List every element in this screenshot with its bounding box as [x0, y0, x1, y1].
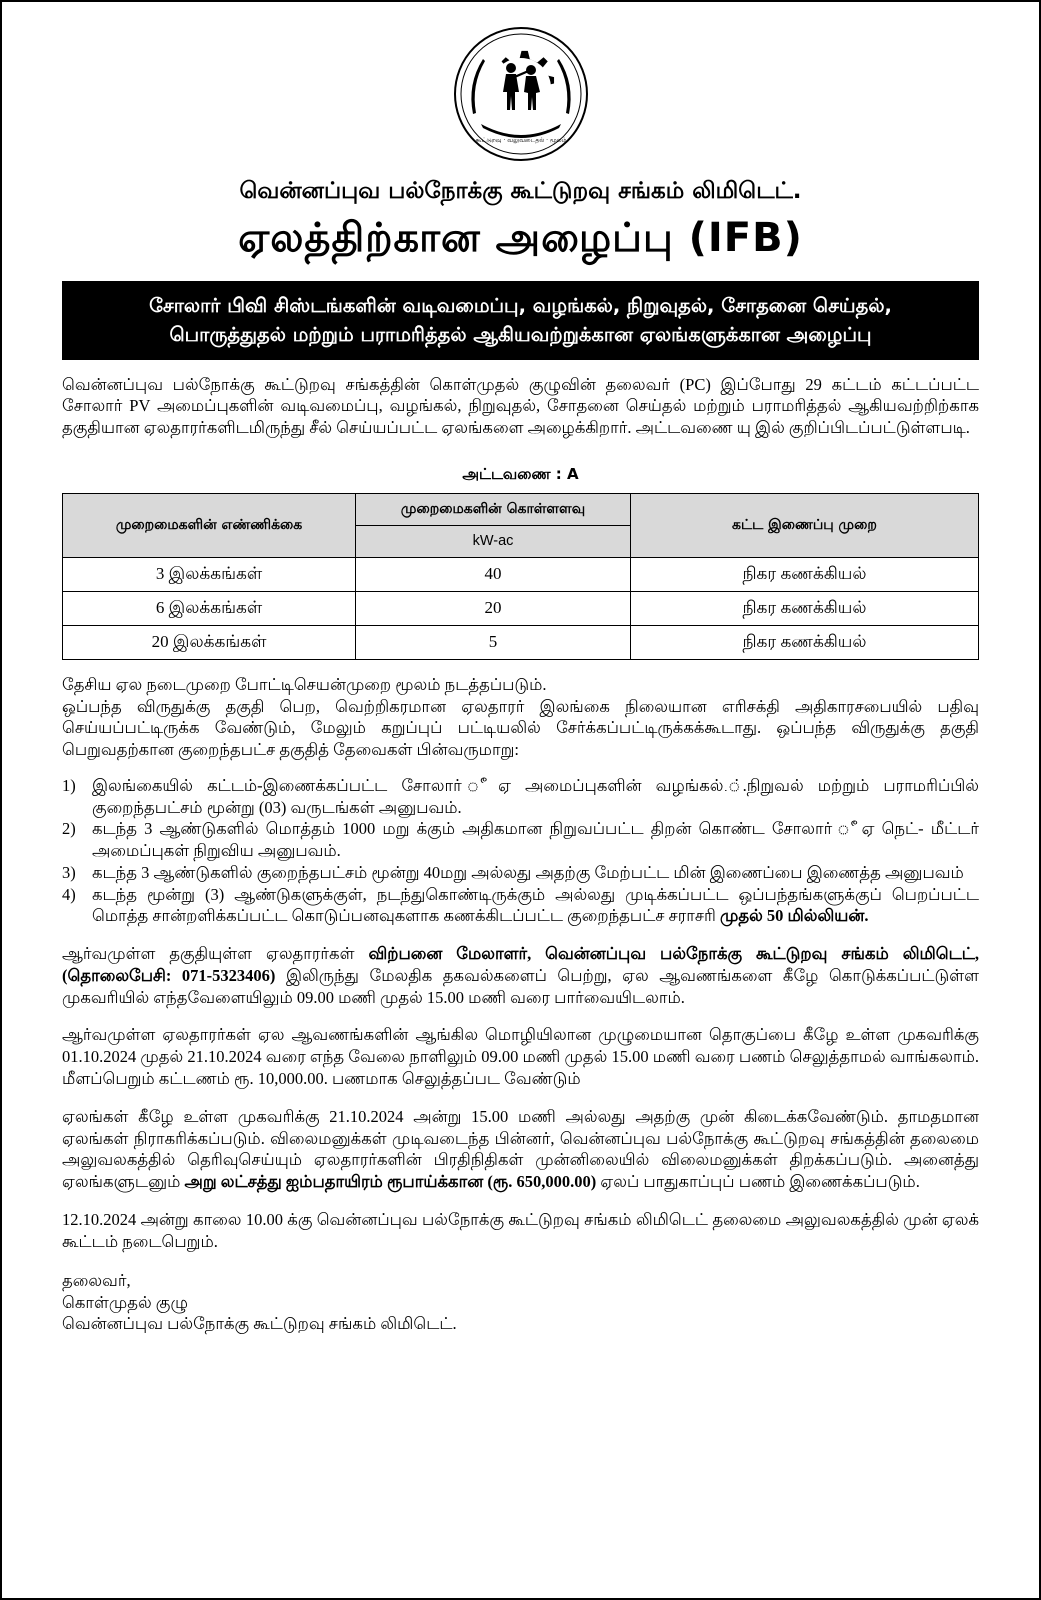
procedure-section: [62, 674, 979, 761]
cell-capacity: 5: [356, 625, 631, 659]
schedule-header-row: [63, 493, 979, 525]
cell-capacity: 40: [356, 557, 631, 591]
list-item: [62, 818, 979, 862]
cell-count: 3 இலக்கங்கள்: [63, 557, 356, 591]
seal-caption: கூட்டுறவு · வலுவடைதல் · மூலம்: [475, 137, 566, 144]
list-item-number: 1): [62, 775, 76, 795]
list-item-text-container: [92, 884, 979, 928]
banner-line-2: பொருத்துதல் மற்றும் பராமரித்தல் ஆகியவற்றுக்கான ஏலங்களுக்கான அழைப்பு: [169, 323, 872, 347]
signature-line-3: வென்னப்புவ பல்நோக்கு கூட்டுறவு சங்கம் லிமிடெட்.: [62, 1314, 457, 1334]
intro-paragraph: வென்னப்புவ பல்நோக்கு கூட்டுறவு சங்கத்தின் கொள்முதல் குழுவின் தலைவர் (PC) இப்போது 29 கட்டம் கட்டப்பட்ட சோலார் PV அமைப்புகளின் வடிவமைப்பு, வழங்கல், நிறுவுதல், சோதனை செய்தல் மற்றும் பராமரித்தல் ஆகியவற்றிற்காக தகுதியான ஏலதாரர்களிடமிருந்து சீல் செய்யப்பட்ட ஏலங்களை அழைக்கிறார். அட்டவணை யு இல் குறிப்பிடப்பட்டுள்ளபடி.: [62, 374, 979, 438]
list-item-number: 2): [62, 819, 76, 839]
purchase-paragraph: ஆர்வமுள்ள ஏலதாரர்கள் ஏல ஆவணங்களின் ஆங்கில மொழியிலான முழுமையான தொகுப்பை கீழே உள்ள முகவரிக்கு 01.10.2024 முதல் 21.10.2024 வரை எந்த வேலை நாளிலும் 09.00 மணி முதல் 15.00 மணி வரை பணம் செலுத்தாமல் வாங்கலாம். மீளப்பெறும் கட்டணம் ரூ. 10,000.00. பணமாக செலுத்தப்பட வேண்டும்: [62, 1025, 979, 1088]
inspection-text-1: ஆர்வமுள்ள தகுதியுள்ள ஏலதாரர்கள்: [62, 944, 355, 964]
delivery-paragraph: [62, 1106, 979, 1193]
signature-line-1: தலைவர்,: [62, 1271, 131, 1291]
inspection-text-2: இலிருந்து மேலதிக தகவல்களைப் பெற்று, ஏல ஆவணங்களை கீழே கொடுக்கப்பட்டுள்ள முகவரியில் எந்தவேளையிலும் 09.00 மணி முதல் 15.00 மணி வரை பார்வையிடலாம்.: [62, 965, 980, 1007]
schedule-label: அட்டவணை : A: [462, 464, 579, 483]
schedule-table: [62, 493, 979, 660]
inspection-contact: விற்பனை மேலாளர், வென்னப்புவ பல்நோக்கு கூட்டுறவு சங்கம் லிமிடெட், (தொலைபேசி: 071-5323406): [62, 944, 979, 985]
list-item-text: கடந்த 3 ஆண்டுகளில் மொத்தம் 1000 மறு க்கும் அதிகமான நிறுவப்பட்ட திறன் கொண்ட சோலார் ீஏ நெட்- மீட்டர் அமைப்புகள் நிறுவிய அனுபவம்.: [92, 819, 979, 861]
prebid-paragraph: 12.10.2024 அன்று காலை 10.00 க்கு வென்னப்புவ பல்நோக்கு கூட்டுறவு சங்கம் லிமிடெட் தலைமை அலுவலகத்தில் முன் ஏலக் கூட்டம் நடைபெறும்.: [62, 1209, 979, 1251]
table-row: [63, 557, 979, 591]
signature-line-2: கொள்முதல் குழு: [62, 1292, 188, 1312]
procedure-line-1: தேசிய ஏல நடைமுறை போட்டிசெயன்முறை மூலம் நடத்தப்படும்.: [62, 674, 547, 694]
list-item: [62, 884, 979, 928]
cell-count: 6 இலக்கங்கள்: [63, 591, 356, 625]
list-item-bold-text: முதல் 50 மில்லியன்.: [720, 906, 869, 926]
cell-connection: நிகர கணக்கியல்: [630, 591, 978, 625]
banner-line-1: சோலார் பிவி சிஸ்டங்களின் வடிவமைப்பு, வழங்கல், நிறுவுதல், சோதனை செய்தல்,: [149, 294, 892, 318]
signature-block: [62, 1270, 979, 1334]
header-connection-type: கட்ட இணைப்பு முறை: [630, 493, 978, 557]
cooperative-seal-logo: [451, 24, 591, 164]
list-item: [62, 775, 979, 819]
inspection-paragraph: [62, 943, 979, 1008]
delivery-text-2: ஏலப் பாதுகாப்புப் பணம் இணைக்கப்படும்.: [600, 1172, 920, 1192]
header-system-capacity: முறைமைகளின் கொள்ளளவு: [356, 493, 631, 525]
list-item: [62, 862, 979, 884]
cell-count: 20 இலக்கங்கள்: [63, 625, 356, 659]
organization-name: வென்னப்புவ பல்நோக்கு கூட்டுறவு சங்கம் லிமிடெட்.: [239, 178, 802, 204]
cell-capacity: 20: [356, 591, 631, 625]
list-item-text: கடந்த மூன்று (3) ஆண்டுகளுக்குள், நடந்துகொண்டிருக்கும் அல்லது முடிக்கப்பட்ட ஒப்பந்தங்களுக்குப் பெறப்பட்ட மொத்த சான்றளிக்கப்பட்ட கொடுப்பனவுகளாக கணக்கிடப்பட்ட குறைந்தபட்ச சராசரி: [92, 884, 979, 926]
table-row: [63, 625, 979, 659]
list-item-text: இலங்கையில் கட்டம்-இணைக்கப்பட்ட சோலார் ீஏ அமைப்புகளின் வழங்கல்.்.நிறுவல் மற்றும் பராமரிப்பில் குறைந்தபட்சம் மூன்று (03) வருடங்கள் அனுபவம்.: [92, 775, 979, 817]
cell-connection: நிகர கணக்கியல்: [630, 625, 978, 659]
table-row: [63, 591, 979, 625]
bid-security-amount: அறு லட்சத்து ஐம்பதாயிரம் ரூபாய்க்கான (ரூ. 650,000.00): [184, 1172, 597, 1192]
cell-connection: நிகர கணக்கியல்: [630, 557, 978, 591]
header-capacity-unit: kW-ac: [356, 525, 631, 557]
list-item-text: கடந்த 3 ஆண்டுகளில் குறைந்தபட்சம் மூன்று 40மறு அல்லது அதற்கு மேற்பட்ட மின் இணைப்பை இணைத்த அனுபவம்: [92, 862, 964, 882]
logo-container: [62, 24, 979, 164]
delivery-text-1: ஏலங்கள் கீழே உள்ள முகவரிக்கு 21.10.2024 அன்று 15.00 மணி அல்லது அதற்கு முன் கிடைக்கவேண்டும். தாமதமான ஏலங்கள் நிராகரிக்கப்படும். விலைமனுக்கள் முடிவடைந்த பின்னர், வென்னப்புவ பல்நோக்கு கூட்டுறவு சங்கத்தின் தலைமை அலுவலகத்தில் தெரிவுசெய்யும் ஏலதாரர்களின் பிரதிநிதிகள் முன்னிலையில் விலைமனுக்கள் திறக்கப்படும். அனைத்து ஏலங்களுடனும்: [62, 1106, 979, 1192]
requirements-list: [62, 775, 979, 927]
subject-banner: [62, 281, 979, 360]
document-title: ஏலத்திற்கான அழைப்பு (IFB): [238, 215, 803, 262]
list-item-number: 3): [62, 862, 76, 882]
procedure-line-2: ஒப்பந்த விருதுக்கு தகுதி பெற, வெற்றிகரமான ஏலதாரர் இலங்கை நிலையான எரிசக்தி அதிகாரசபையில் பதிவு செய்யப்பட்டிருக்க வேண்டும், மேலும் கறுப்புப் பட்டியலில் சேர்க்கப்பட்டிருக்கக்கூடாது. ஒப்பந்த விருதுக்கு தகுதி பெறுவதற்கான குறைந்தபட்ச தகுதித் தேவைகள் பின்வருமாறு:: [62, 696, 979, 760]
header-system-count: முறைமைகளின் எண்ணிக்கை: [63, 493, 356, 557]
list-item-number: 4): [62, 884, 76, 904]
